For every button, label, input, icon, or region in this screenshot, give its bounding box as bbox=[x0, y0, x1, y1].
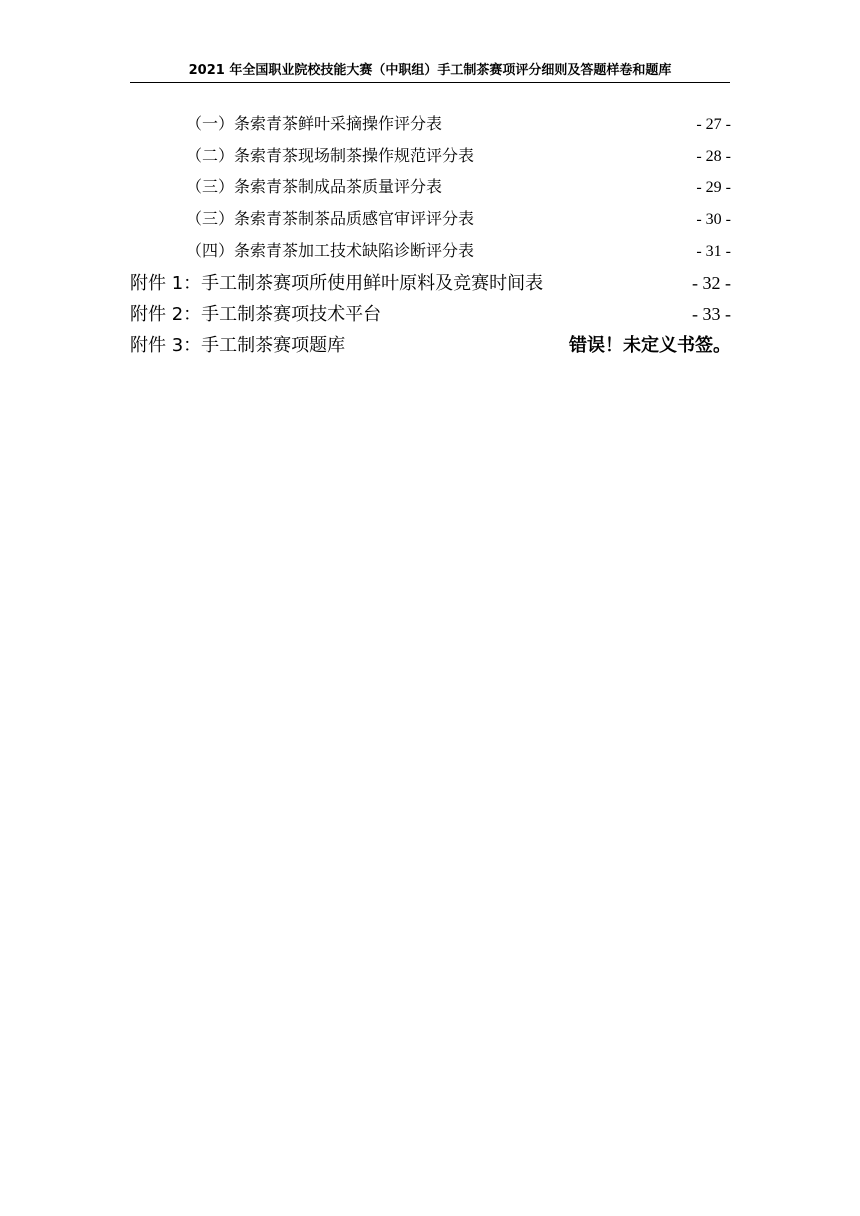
toc-page-number: - 28 - bbox=[696, 148, 731, 165]
toc-entry[interactable] bbox=[186, 175, 731, 200]
toc-entry-title: 附件 1：手工制茶赛项所使用鲜叶原料及竞赛时间表 bbox=[130, 273, 544, 294]
toc-page-number: - 27 - bbox=[696, 116, 731, 133]
toc-page-number: - 31 - bbox=[696, 243, 731, 260]
toc-entry[interactable] bbox=[186, 239, 731, 264]
toc-entry-title: （三）条索青茶制成品茶质量评分表 bbox=[186, 177, 443, 196]
header-rule bbox=[130, 82, 730, 83]
toc-entry[interactable] bbox=[130, 333, 731, 359]
toc-entry[interactable] bbox=[186, 144, 731, 169]
toc-entry-title: 附件 3：手工制茶赛项题库 bbox=[130, 335, 346, 356]
toc-page-number: - 33 - bbox=[692, 304, 731, 324]
toc-entry[interactable] bbox=[130, 270, 731, 297]
toc-entry[interactable] bbox=[186, 112, 731, 137]
toc-bookmark-error: 错误！未定义书签。 bbox=[569, 335, 731, 356]
toc-entry-title: （二）条索青茶现场制茶操作规范评分表 bbox=[186, 146, 475, 165]
toc-page-number: - 30 - bbox=[696, 211, 731, 228]
toc-entry-title: （一）条索青茶鲜叶采摘操作评分表 bbox=[186, 114, 443, 133]
toc-page-number: - 32 - bbox=[692, 273, 731, 293]
toc-entry-title: 附件 2：手工制茶赛项技术平台 bbox=[130, 304, 382, 325]
toc-entry-title: （三）条索青茶制茶品质感官审评评分表 bbox=[186, 209, 475, 228]
toc-entry[interactable] bbox=[186, 207, 731, 232]
toc-page-number: - 29 - bbox=[696, 179, 731, 196]
toc-entry[interactable] bbox=[130, 301, 731, 328]
toc-entry-title: （四）条索青茶加工技术缺陷诊断评分表 bbox=[186, 241, 475, 260]
page-header: 2021 年全国职业院校技能大赛（中职组）手工制茶赛项评分细则及答题样卷和题库 bbox=[188, 63, 672, 78]
